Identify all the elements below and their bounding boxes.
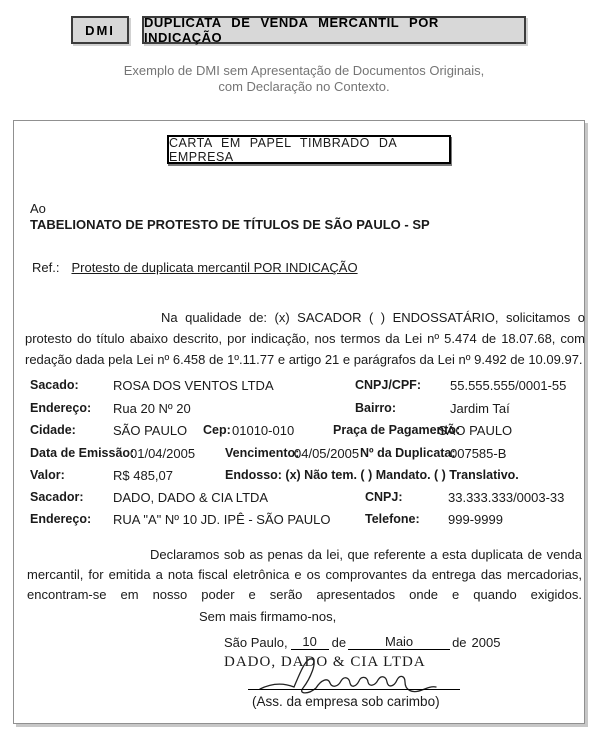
field-cnpj-label: CNPJ: [365, 490, 403, 504]
field-sacador-label: Sacador: [30, 490, 84, 504]
field-emissao-label: Data de Emissão: [30, 446, 135, 460]
addressee-name: TABELIONATO DE PROTESTO DE TÍTULOS DE SÃO PAULO - SP [30, 217, 430, 232]
letter-sheet [13, 120, 585, 724]
field-cidade-label: Cidade: [30, 423, 76, 437]
document-title-label: DUPLICATA DE VENDA MERCANTIL POR INDICAÇÃO [144, 15, 439, 45]
field-endereco2-label: Endereço: [30, 512, 92, 526]
field-praca-label: Praça de Pagamento: [333, 423, 461, 437]
closing-line: Sem mais firmamo-nos, [199, 609, 337, 624]
field-endosso-text: Endosso: (x) Não tem. ( ) Mandato. ( ) Translativo. [225, 468, 519, 482]
intro-paragraph: Na qualidade de: (x) SACADOR ( ) ENDOSSATÁRIO, solicitamos o protesto do título abaixo descrito, por indicação, nos termos da Lei nº 5.474 de 18.07.68, com redação dada pela Lei nº 6.458 de 1º.11.77 e artigo 21 e parágrafos da Lei nº 9.492 de 10.09.97. [25, 310, 585, 367]
field-sacado-value: ROSA DOS VENTOS LTDA [113, 378, 274, 393]
document-title [142, 16, 526, 44]
reference-label: Ref.: [32, 260, 60, 275]
field-endereco2-value: RUA "A" Nº 10 JD. IPÊ - SÃO PAULO [113, 512, 331, 527]
field-praca-value: SÃO PAULO [438, 423, 513, 438]
field-cep-value: 01010-010 [232, 423, 295, 438]
field-valor-label: Valor: [30, 468, 65, 482]
document-subtitle [0, 63, 608, 95]
signature-caption: (Ass. da empresa sob carimbo) [252, 694, 440, 709]
date-day-blank: 10 [291, 634, 329, 650]
field-vencimento-value: 04/05/2005 [294, 446, 360, 461]
field-bairro-label: Bairro: [355, 401, 396, 415]
field-bairro-value: Jardim Taí [450, 401, 510, 416]
dmi-badge-label: DMI [85, 22, 115, 38]
signature-line [248, 689, 460, 690]
field-vencimento-label: Vencimento: [225, 446, 300, 460]
subtitle-line-1: Exemplo de DMI sem Apresentação de Documentos Originais, [123, 63, 485, 78]
field-cnpj-value: 33.333.333/0003-33 [448, 490, 565, 505]
field-endereco1-label: Endereço: [30, 401, 92, 415]
date-year: 2005 [471, 635, 501, 650]
field-sacador-value: DADO, DADO & CIA LTDA [113, 490, 269, 505]
date-month-blank: Maio [348, 634, 450, 650]
field-cnpj-cpf-value: 55.555.555/0001-55 [450, 378, 567, 393]
date-city: São Paulo, [224, 635, 288, 650]
letterhead-box: CARTA EM PAPEL TIMBRADO DA EMPRESA [167, 135, 451, 164]
date-de-2: de [452, 635, 467, 650]
field-cidade-value: SÃO PAULO [113, 423, 188, 438]
signer-company-name: DADO, DADO & CIA LTDA [224, 654, 426, 670]
addressee-intro: Ao [30, 201, 46, 216]
field-sacado-label: Sacado: [30, 378, 79, 392]
field-telefone-label: Telefone: [365, 512, 420, 526]
reference-line [32, 260, 358, 275]
field-duplicata-label: Nº da Duplicata: [360, 446, 456, 460]
field-endereco1-value: Rua 20 Nº 20 [113, 401, 191, 416]
subtitle-line-2: com Declaração no Contexto. [218, 79, 390, 94]
field-emissao-value: 01/04/2005 [130, 446, 196, 461]
field-telefone-value: 999-9999 [448, 512, 503, 527]
field-valor-value: R$ 485,07 [113, 468, 173, 483]
reference-text: Protesto de duplicata mercantil POR INDICAÇÃO [71, 260, 358, 275]
date-de-1: de [331, 635, 347, 650]
field-cnpj-cpf-label: CNPJ/CPF: [355, 378, 421, 392]
dmi-badge [71, 16, 129, 44]
declaration-paragraph: Declaramos sob as penas da lei, que referente a esta duplicata de venda mercantil, for emitida a nota fiscal eletrônica e os comprovantes da entrega das mercadorias, encontram-se em nosso poder e serão apresentados onde e quando exigidos. [27, 547, 582, 602]
date-line [224, 634, 500, 650]
field-duplicata-value: 007585-B [450, 446, 507, 461]
field-cep-label: Cep: [203, 423, 231, 437]
